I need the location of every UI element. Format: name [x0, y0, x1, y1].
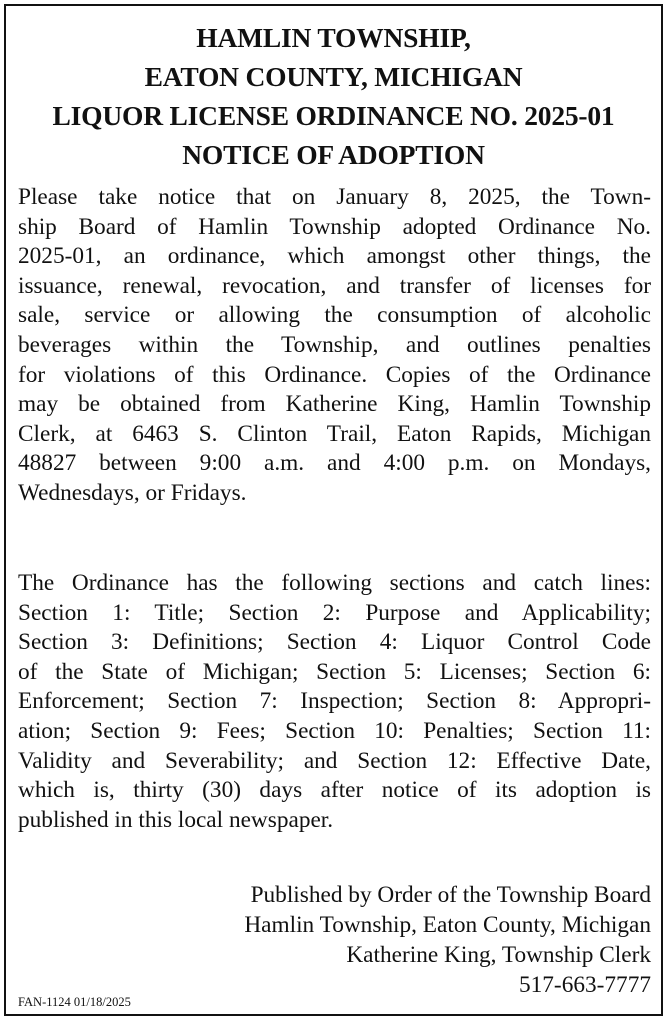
notice-header	[6, 18, 661, 174]
paragraph-2-line: Section 1: Title; Section 2: Purpose and Applicability;	[18, 599, 651, 626]
paragraph-1-line: Wednesdays, or Fridays.	[18, 479, 247, 506]
ad-code: FAN-1124 01/18/2025	[18, 995, 131, 1009]
paragraph-2-line: Validity and Severability; and Section 12: Effective Date,	[18, 747, 651, 774]
paragraph-1-line: Clerk, at 6463 S. Clinton Trail, Eaton Rapids, Michigan	[18, 420, 651, 447]
header-county: EATON COUNTY, MICHIGAN	[144, 61, 523, 92]
notice-paragraph-2	[18, 569, 651, 835]
paragraph-2-line: which is, thirty (30) days after notice of its adoption is	[18, 777, 651, 804]
paragraph-1-line: ship Board of Hamlin Township adopted Ordinance No.	[18, 213, 651, 240]
paragraph-1-line: 48827 between 9:00 a.m. and 4:00 p.m. on Mondays,	[18, 450, 651, 477]
paragraph-1-line: sale, service or allowing the consumption of alcoholic	[18, 302, 651, 329]
signature-block	[244, 880, 651, 1000]
signature-clerk: Katherine King, Township Clerk	[346, 942, 651, 968]
notice-paragraph-1	[18, 183, 651, 509]
paragraph-1-line: may be obtained from Katherine King, Hamlin Township	[18, 391, 651, 418]
signature-phone: 517-663-7777	[518, 972, 651, 998]
signature-township: Hamlin Township, Eaton County, Michigan	[244, 912, 651, 938]
paragraph-2-line: published in this local newspaper.	[18, 806, 334, 833]
paragraph-2-line: The Ordinance has the following sections and catch lines:	[18, 570, 651, 596]
paragraph-1-line: 2025-01, an ordinance, which amongst other things, the	[18, 243, 651, 270]
paragraph-2-line: Enforcement; Section 7: Inspection; Section 8: Appropri-	[18, 688, 651, 715]
paragraph-2-line: Section 3: Definitions; Section 4: Liquor Control Code	[18, 629, 651, 656]
signature-published-by: Published by Order of the Township Board	[250, 882, 651, 908]
legal-notice	[4, 4, 663, 1016]
paragraph-2-line: ation; Section 9: Fees; Section 10: Penalties; Section 11:	[18, 717, 651, 744]
header-township: HAMLIN TOWNSHIP,	[196, 22, 471, 53]
paragraph-1-line: for violations of this Ordinance. Copies of the Ordinance	[18, 361, 651, 388]
paragraph-1-line: beverages within the Township, and outlines penalties	[18, 331, 651, 358]
header-ordinance: LIQUOR LICENSE ORDINANCE NO. 2025-01	[52, 100, 615, 131]
paragraph-1-line: Please take notice that on January 8, 2025, the Town-	[18, 184, 651, 210]
paragraph-2-line: of the State of Michigan; Section 5: Licenses; Section 6:	[18, 658, 651, 685]
header-notice-title: NOTICE OF ADOPTION	[182, 139, 485, 170]
paragraph-1-line: issuance, renewal, revocation, and transfer of licenses for	[18, 272, 651, 299]
